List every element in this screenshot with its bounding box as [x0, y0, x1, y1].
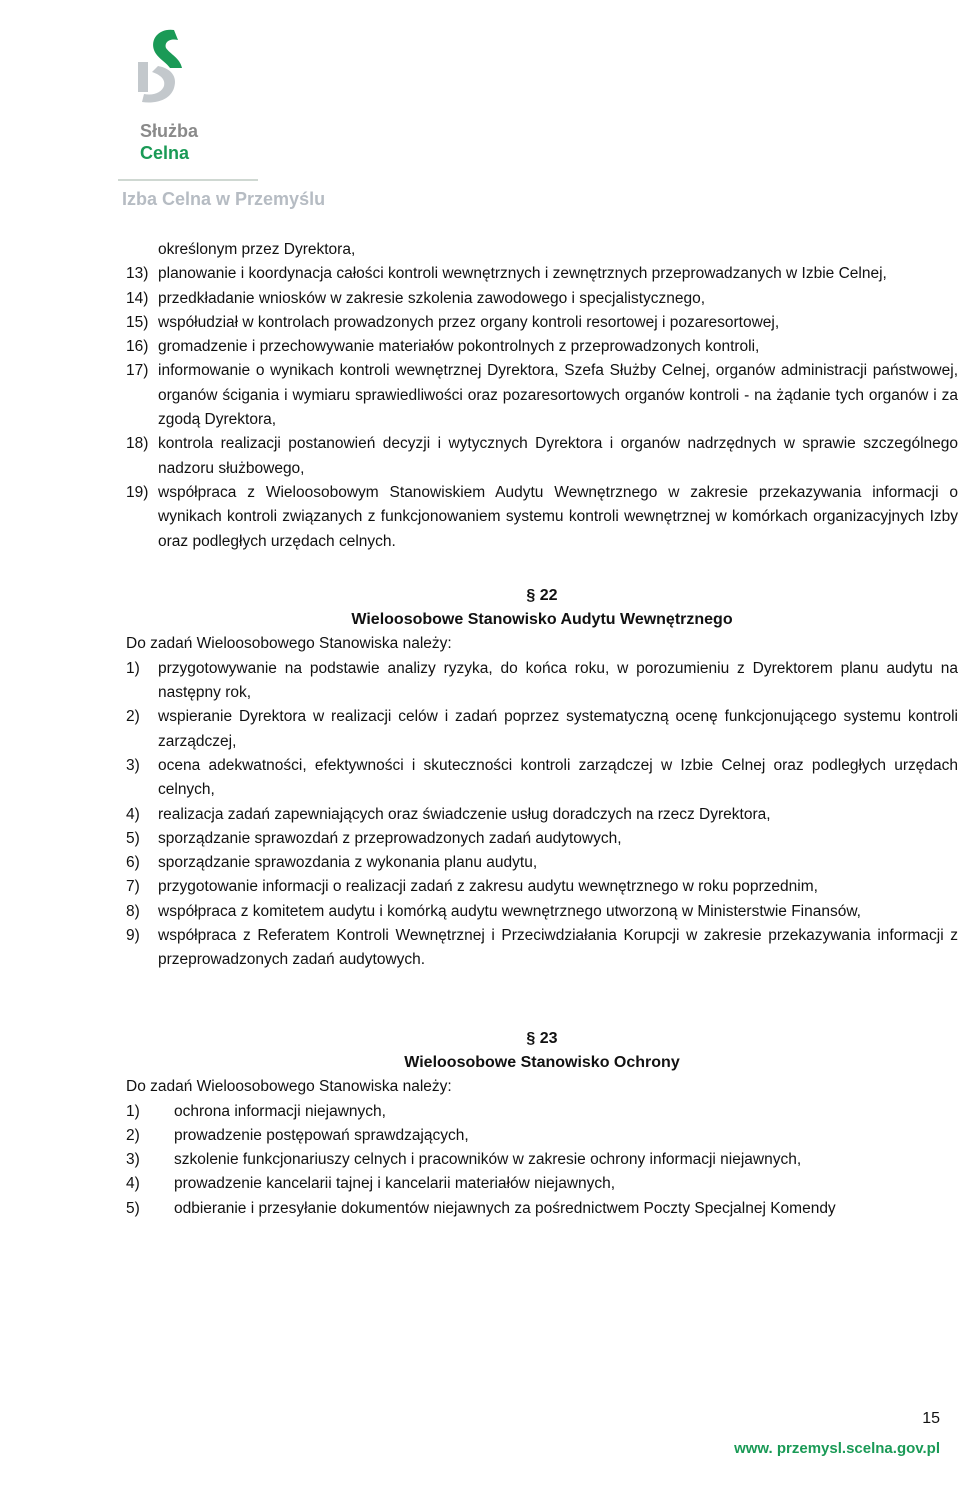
list-item-text: przedkładanie wniosków w zakresie szkolenia zawodowego i specjalistycznego,: [158, 289, 706, 307]
list-item-number: 6): [126, 854, 140, 872]
section-22-title: Wieloosobowe Stanowisko Audytu Wewnętrznego: [351, 611, 733, 629]
list-item-number: 2): [126, 1126, 140, 1144]
list-item-number: 9): [126, 927, 140, 945]
section-22-header: [126, 584, 958, 633]
list-item: [126, 432, 958, 481]
list-item-number: 13): [126, 265, 149, 283]
list-item-number: 2): [126, 708, 140, 726]
list-item-text: gromadzenie i przechowywanie materiałów pokontrolnych z przeprowadzonych kontroli,: [158, 338, 760, 356]
list-item-text: informowanie o wynikach kontroli wewnętrznej Dyrektora, Szefa Służby Celnej, organów administracji państwowej, organów ścigania i wymiaru sprawiedliwości oraz pozaresortowych organów kontroli - na żądanie tych organów i za zgodą Dyrektora,: [158, 362, 958, 429]
list-item-text: ocena adekwatności, efektywności i skuteczności kontroli zarządczej w Izbie Celnej oraz podległych urzędach celnych,: [158, 756, 958, 799]
list-item: [126, 481, 958, 554]
list-item-number: 1): [126, 1102, 140, 1120]
continuation-line: określonym przez Dyrektora,: [158, 241, 356, 258]
section-23-number: § 23: [526, 1029, 558, 1047]
list-item-text: sporządzanie sprawozdania z wykonania planu audytu,: [158, 854, 538, 872]
section-23-title: Wieloosobowe Stanowisko Ochrony: [404, 1053, 680, 1071]
brand-line1: Służba: [140, 121, 199, 141]
list-item-number: 17): [126, 362, 149, 380]
list-item: [126, 803, 958, 827]
brand-line2: Celna: [140, 143, 190, 163]
page-number: 15: [922, 1410, 940, 1427]
list-item-number: 18): [126, 435, 149, 453]
list-item-text: odbieranie i przesyłanie dokumentów niejawnych za pośrednictwem Poczty Specjalnej Komendy: [174, 1199, 836, 1217]
office-name: Izba Celna w Przemyślu: [122, 189, 326, 209]
list-item: [126, 875, 958, 899]
list-item: [126, 262, 958, 286]
list-item-number: 15): [126, 313, 149, 331]
list-item: [126, 705, 958, 754]
list-item-number: 5): [126, 829, 140, 847]
list-item-text: współpraca z Referatem Kontroli Wewnętrznej i Przeciwdziałania Korupcji w zakresie przekazywania informacji z przeprowadzonych zadań audytowych.: [158, 927, 958, 969]
list-item: [126, 657, 958, 706]
list-item-number: 3): [126, 1151, 140, 1169]
section-22-intro: Do zadań Wieloosobowego Stanowiska należy:: [126, 635, 452, 653]
list-item-number: 7): [126, 878, 140, 896]
list-a: [126, 262, 958, 554]
list-item-text: sporządzanie sprawozdań z przeprowadzonych zadań audytowych,: [158, 829, 622, 847]
list-item-text: ochrona informacji niejawnych,: [174, 1102, 386, 1120]
list-item: [126, 851, 958, 875]
header-divider: [118, 179, 258, 181]
list-item-text: współpraca z komitetem audytu i komórką audytu wewnętrznego utworzoną w Ministerstwie Finansów,: [158, 902, 861, 920]
list-item: [126, 1100, 958, 1124]
page-header: [0, 0, 960, 230]
list-item-text: kontrola realizacji postanowień decyzji i wytycznych Dyrektora i organów nadrzędnych w sprawie szczególnego nadzoru służbowego,: [158, 435, 958, 477]
list-item: [126, 900, 958, 924]
list-item: [126, 335, 958, 359]
list-item-number: 19): [126, 483, 149, 501]
list-item-number: 16): [126, 338, 149, 356]
list-item-number: 1): [126, 659, 140, 677]
section-23-intro: Do zadań Wieloosobowego Stanowiska należy:: [126, 1078, 452, 1096]
brand-name: [140, 120, 198, 164]
document-body: [126, 238, 958, 1221]
list-item-text: przygotowanie informacji o realizacji zadań z zakresu audytu wewnętrznego w roku poprzednim,: [158, 878, 818, 896]
list-item-text: współpraca z Wieloosobowym Stanowiskiem Audytu Wewnętrznego w zakresie przekazywania informacji o wynikach kontroli związanych z funkcjonowaniem systemu kontroli wewnętrznej w komórkach organizacyjnych Izby oraz podległych urzędach celnych.: [158, 483, 958, 550]
list-item-text: prowadzenie kancelarii tajnej i kancelarii materiałów niejawnych,: [174, 1175, 616, 1193]
list-item-text: przygotowywanie na podstawie analizy ryzyka, do końca roku, w porozumieniu z Dyrektorem planu audytu na następny rok,: [158, 659, 958, 702]
list-item: [126, 287, 958, 311]
list-item-number: 3): [126, 756, 140, 774]
list-item-text: planowanie i koordynacja całości kontroli wewnętrznych i zewnętrznych przeprowadzanych w Izbie Celnej,: [158, 265, 887, 283]
list-item-number: 5): [126, 1199, 140, 1217]
list-item-text: prowadzenie postępowań sprawdzających,: [174, 1126, 469, 1144]
list-item-number: 4): [126, 1175, 140, 1193]
section-22-number: § 22: [526, 586, 558, 604]
list-item-text: szkolenie funkcjonariuszy celnych i pracowników w zakresie ochrony informacji niejawnych,: [174, 1151, 802, 1169]
list-item: [126, 359, 958, 432]
list-item: [126, 754, 958, 803]
section-22-list: [126, 657, 958, 973]
list-item-text: wspieranie Dyrektora w realizacji celów i zadań poprzez systematyczną ocenę funkcjonującego systemu kontroli zarządczej,: [158, 708, 958, 750]
sluzba-celna-logo-icon: [130, 22, 200, 112]
list-item: [126, 924, 958, 973]
list-item-text: współudział w kontrolach prowadzonych przez organy kontroli resortowej i pozaresortowej,: [158, 313, 780, 331]
list-item-number: 4): [126, 805, 140, 823]
section-23-list: [126, 1100, 958, 1221]
list-item: [126, 1197, 958, 1221]
footer-url[interactable]: www. przemysl.scelna.gov.pl: [734, 1440, 940, 1457]
list-item: [126, 311, 958, 335]
list-item: [126, 827, 958, 851]
list-item-text: realizacja zadań zapewniających oraz świadczenie usług doradczych na rzecz Dyrektora,: [158, 805, 771, 823]
section-23-header: [126, 1027, 958, 1076]
list-item-number: 8): [126, 902, 140, 920]
list-item: [126, 1124, 958, 1148]
list-item: [126, 1148, 958, 1172]
list-item-number: 14): [126, 289, 149, 307]
list-item: [126, 1172, 958, 1196]
